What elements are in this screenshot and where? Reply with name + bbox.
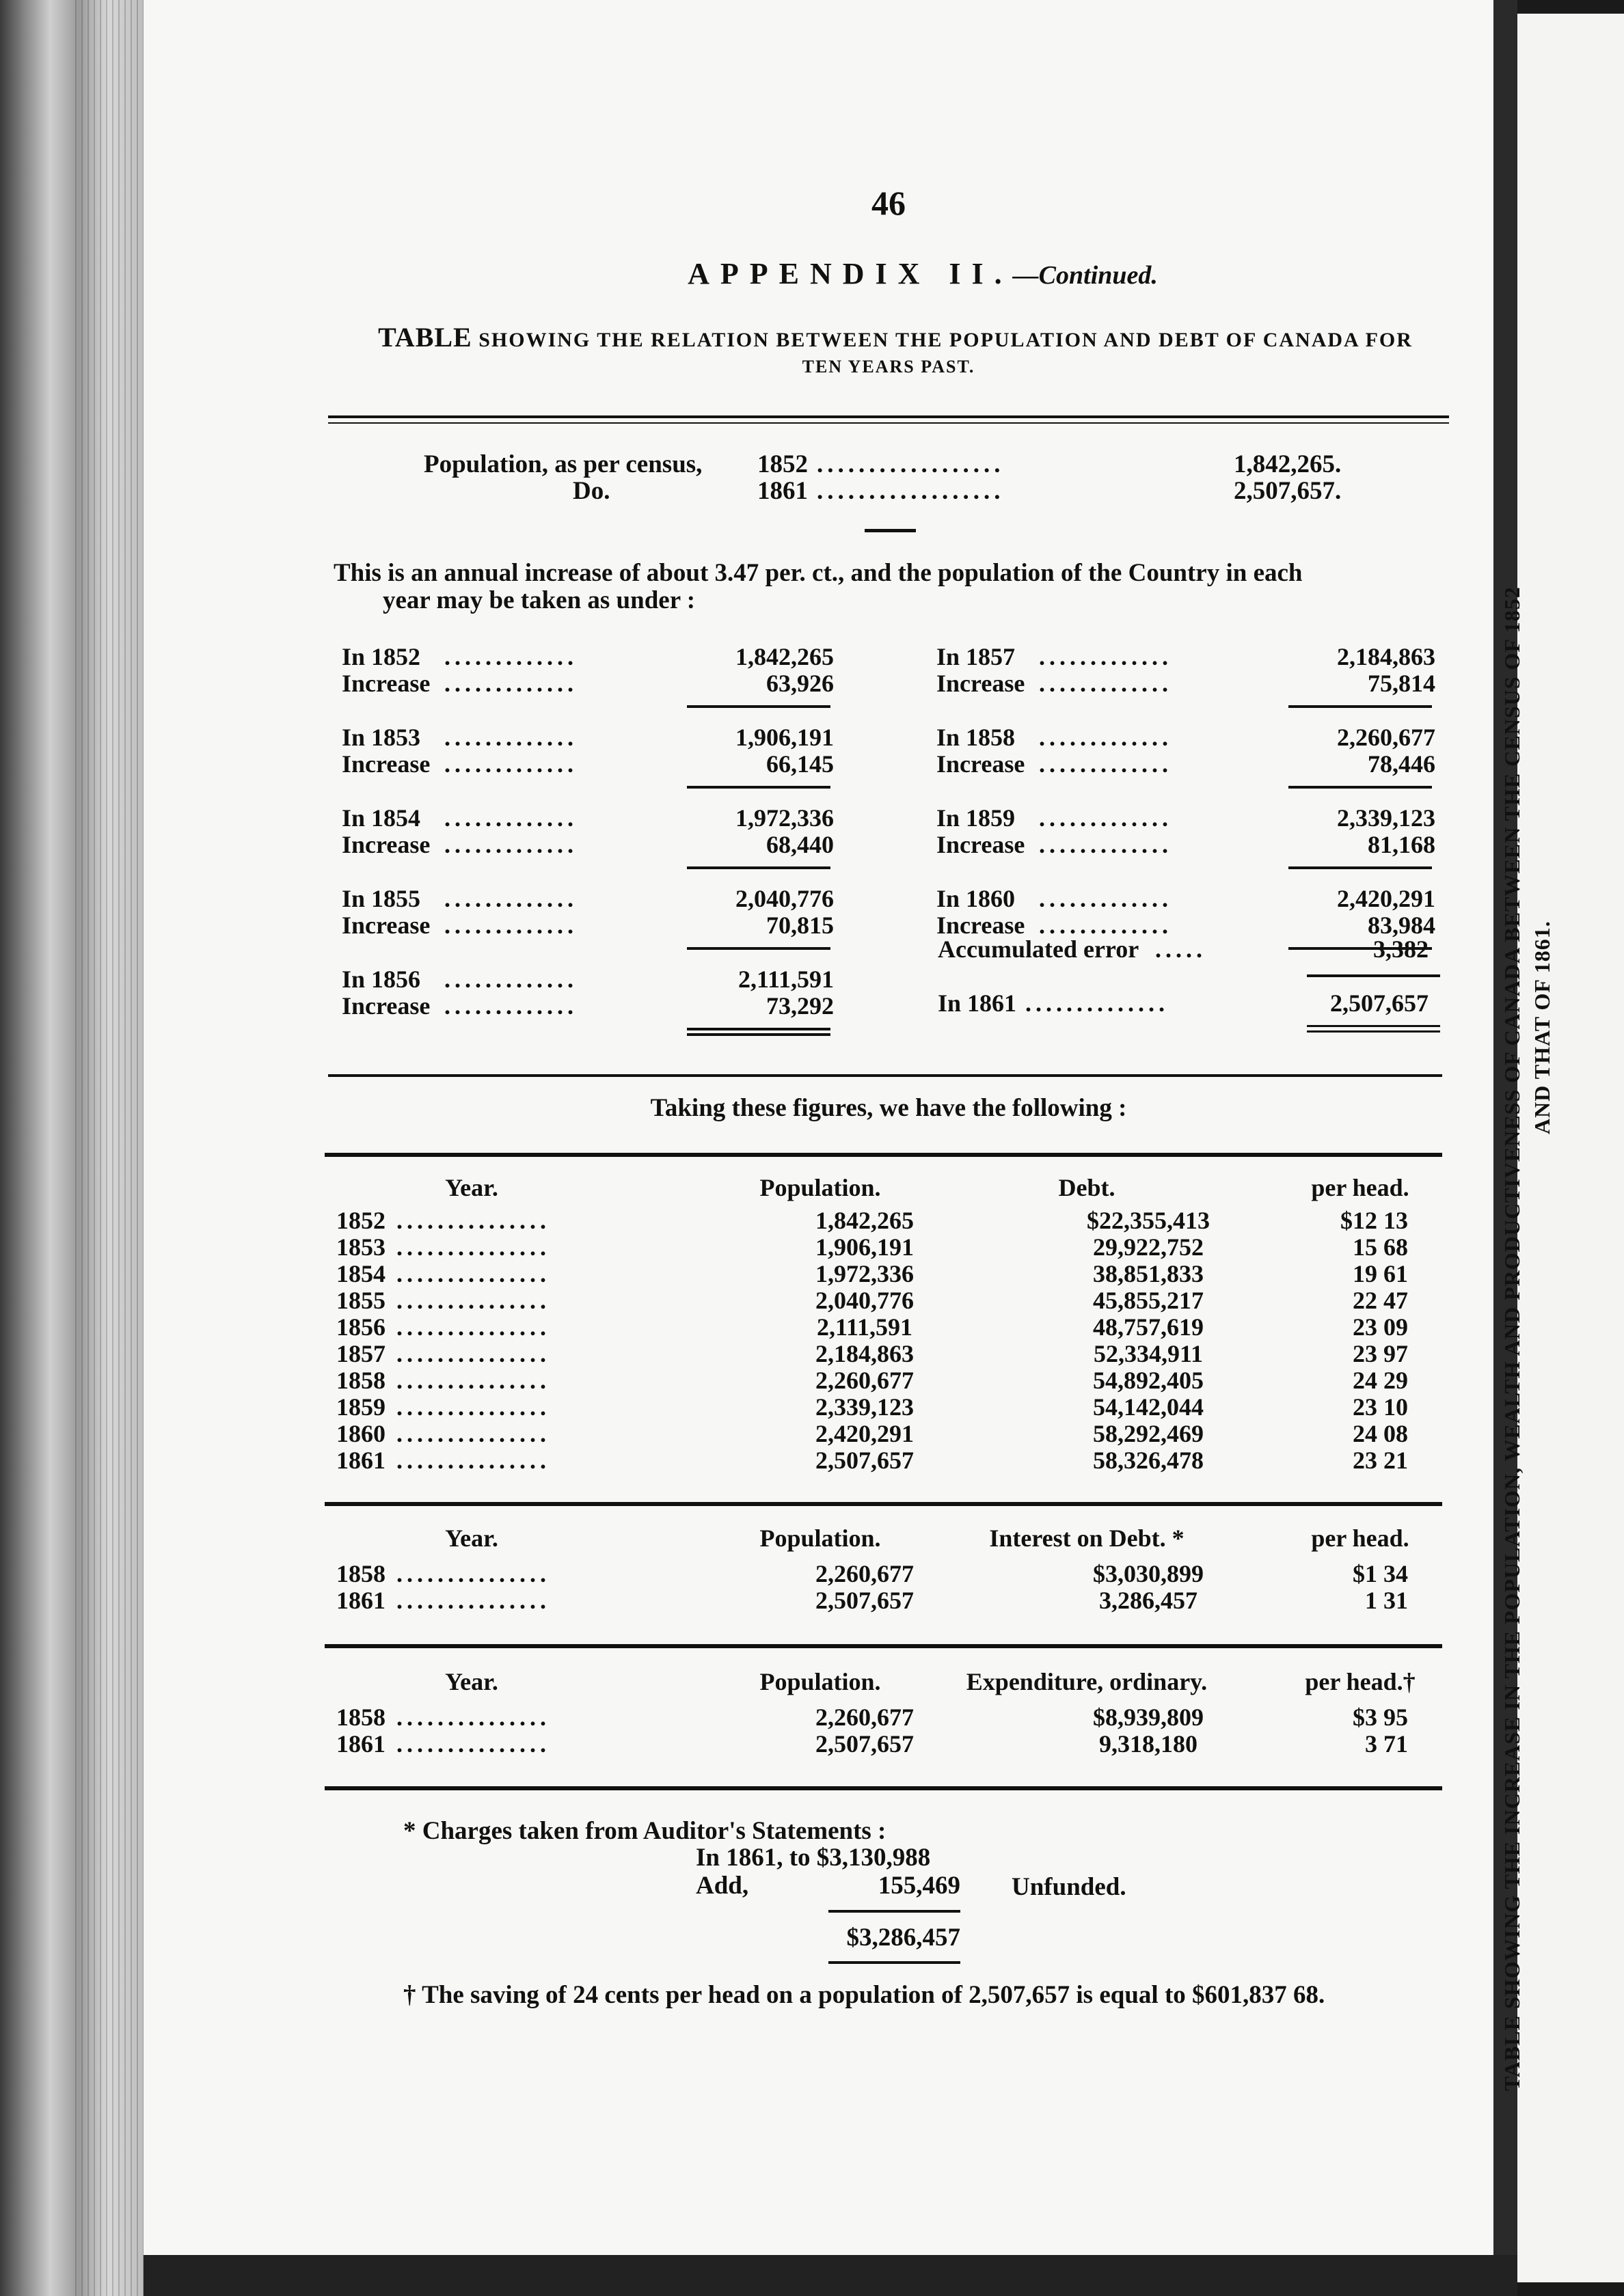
leader: ............. — [1039, 750, 1172, 778]
sum-rule — [687, 705, 830, 708]
amount-cell: 45,855,217 — [1093, 1287, 1204, 1314]
leader: ............... — [396, 1287, 550, 1314]
census-value-1852: 1,842,265. — [1234, 450, 1342, 478]
add-label: Add, — [696, 1872, 749, 1900]
leader: ............. — [444, 804, 578, 832]
year-cell: 1861 — [336, 1587, 385, 1614]
year-value: 1,842,265 — [735, 643, 834, 670]
column-header: Population. — [759, 1174, 881, 1201]
final-1861-value: 2,507,657 — [1330, 989, 1429, 1017]
per-head-cell: 19 61 — [1353, 1260, 1408, 1287]
add-value: 155,469 — [878, 1872, 960, 1900]
leader: ............... — [396, 1420, 550, 1447]
leader: ............. — [444, 992, 578, 1020]
sum-rule — [687, 947, 830, 950]
title-rule — [328, 415, 1449, 418]
amount-cell: 58,326,478 — [1093, 1447, 1204, 1474]
leader: ............. — [1039, 912, 1172, 939]
page-bottom-shadow — [144, 2255, 1517, 2296]
amount-cell: $8,939,809 — [1093, 1704, 1204, 1731]
population-cell: 1,842,265 — [815, 1207, 914, 1234]
amount-cell: 52,334,911 — [1093, 1340, 1203, 1367]
leader: ............. — [1039, 885, 1172, 912]
per-head-cell: 23 21 — [1353, 1447, 1408, 1474]
per-head-cell: 15 68 — [1353, 1233, 1408, 1261]
appendix-title: APPENDIX II. — [688, 257, 1013, 290]
year-cell: 1854 — [336, 1260, 385, 1287]
amount-cell: 54,892,405 — [1093, 1367, 1204, 1394]
leader: ............... — [396, 1730, 550, 1758]
leader: ............... — [396, 1393, 550, 1421]
population-cell: 2,507,657 — [815, 1587, 914, 1614]
leader: ............... — [396, 1260, 550, 1287]
leader: ............... — [396, 1704, 550, 1731]
page-number: 46 — [871, 184, 906, 222]
per-head-cell: 23 10 — [1353, 1393, 1408, 1421]
population-cell: 2,420,291 — [815, 1420, 914, 1447]
sum-rule — [828, 1910, 960, 1913]
increase-value: 73,292 — [766, 992, 834, 1020]
total-rule — [828, 1961, 960, 1964]
table-title-lead: TABLE — [378, 322, 472, 353]
population-cell: 2,111,591 — [816, 1313, 913, 1341]
year-value: 2,339,123 — [1337, 804, 1435, 832]
per-head-cell: 1 31 — [1365, 1587, 1408, 1614]
appendix-continued: —Continued. — [1012, 261, 1158, 290]
census-label-1861: Do. — [573, 477, 610, 505]
leader: ............. — [444, 750, 578, 778]
title-rule-thin — [328, 422, 1449, 424]
increase-label: Increase — [936, 750, 1025, 778]
year-label: In 1859 — [936, 804, 1016, 832]
population-cell: 2,507,657 — [815, 1730, 914, 1758]
increase-label: Increase — [342, 992, 431, 1020]
year-cell: 1860 — [336, 1420, 385, 1447]
sum-rule — [1288, 866, 1432, 869]
per-head-cell: 3 71 — [1365, 1730, 1408, 1758]
taking-line: Taking these figures, we have the following : — [650, 1094, 1127, 1122]
population-cell: 2,260,677 — [815, 1704, 914, 1731]
increase-value: 81,168 — [1368, 831, 1435, 858]
increase-value: 83,984 — [1368, 912, 1435, 939]
leader: ............... — [396, 1447, 550, 1474]
leader: ............. — [444, 643, 578, 670]
leader: ............... — [396, 1560, 550, 1587]
amount-cell: 29,922,752 — [1093, 1233, 1204, 1261]
population-cell: 1,972,336 — [815, 1260, 914, 1287]
increase-value: 66,145 — [766, 750, 834, 778]
year-value: 2,260,677 — [1337, 724, 1435, 751]
census-year-1852: 1852 — [757, 450, 808, 478]
increase-label: Increase — [342, 750, 431, 778]
census-year-1861: 1861 — [757, 477, 808, 505]
column-header: Year. — [445, 1174, 498, 1201]
year-cell: 1861 — [336, 1730, 385, 1758]
sum-rule — [687, 866, 830, 869]
increase-label: Increase — [936, 831, 1025, 858]
leader: ............. — [444, 885, 578, 912]
per-head-cell: 24 08 — [1353, 1420, 1408, 1447]
charges-1861: In 1861, to $3,130,988 — [696, 1844, 931, 1872]
column-header: Population. — [759, 1525, 881, 1552]
per-head-cell: $1 34 — [1353, 1560, 1408, 1587]
census-leader: .................. — [817, 450, 1005, 478]
per-head-cell: 24 29 — [1353, 1367, 1408, 1394]
year-value: 2,111,591 — [737, 966, 834, 993]
leader: ............... — [396, 1233, 550, 1261]
double-rule — [1307, 1030, 1440, 1033]
year-cell: 1858 — [336, 1560, 385, 1587]
population-cell: 2,260,677 — [815, 1367, 914, 1394]
short-rule — [865, 529, 916, 532]
leader: ............. — [444, 831, 578, 858]
leader: ............. — [444, 670, 578, 697]
per-head-cell: 23 09 — [1353, 1313, 1408, 1341]
table-rule — [325, 1502, 1442, 1506]
table-title-line2: TEN YEARS PAST. — [802, 357, 975, 377]
charges-note: * Charges taken from Auditor's Statements : — [403, 1817, 887, 1845]
year-cell: 1853 — [336, 1233, 385, 1261]
amount-cell: 38,851,833 — [1093, 1260, 1204, 1287]
per-head-cell: $3 95 — [1353, 1704, 1408, 1731]
year-value: 2,184,863 — [1337, 643, 1435, 670]
accumulated-value: 3,382 — [1373, 935, 1429, 963]
amount-cell: 3,286,457 — [1099, 1587, 1197, 1614]
census-value-1861: 2,507,657. — [1234, 477, 1342, 505]
table-rule — [325, 1644, 1442, 1648]
column-header: Debt. — [1058, 1174, 1115, 1201]
leader: ............. — [444, 966, 578, 993]
leader: ............. — [1039, 724, 1172, 751]
year-label: In 1857 — [936, 643, 1016, 670]
per-head-cell: 23 97 — [1353, 1340, 1408, 1367]
side-title — [1497, 41, 1557, 2091]
leader: ............... — [396, 1587, 550, 1614]
population-cell: 1,906,191 — [815, 1233, 914, 1261]
increase-value: 75,814 — [1368, 670, 1435, 697]
final-1861-label: In 1861 — [938, 989, 1017, 1017]
sum-rule — [687, 1028, 830, 1030]
year-label: In 1854 — [342, 804, 421, 832]
per-head-cell: 22 47 — [1353, 1287, 1408, 1314]
year-cell: 1858 — [336, 1704, 385, 1731]
leader: ............. — [1039, 804, 1172, 832]
year-cell: 1855 — [336, 1287, 385, 1314]
year-cell: 1856 — [336, 1313, 385, 1341]
book-gutter — [0, 0, 144, 2296]
amount-cell: $22,355,413 — [1087, 1207, 1210, 1234]
total-value: $3,286,457 — [846, 1924, 960, 1952]
column-header: Year. — [445, 1668, 498, 1695]
column-header: Interest on Debt. * — [989, 1525, 1185, 1552]
increase-label: Increase — [342, 912, 431, 939]
year-cell: 1858 — [336, 1367, 385, 1394]
population-cell: 2,339,123 — [815, 1393, 914, 1421]
table-top-rule — [325, 1153, 1442, 1157]
leader: ............. — [1039, 831, 1172, 858]
year-cell: 1859 — [336, 1393, 385, 1421]
increase-value: 68,440 — [766, 831, 834, 858]
amount-cell: $3,030,899 — [1093, 1560, 1204, 1587]
population-cell: 2,260,677 — [815, 1560, 914, 1587]
increase-value: 78,446 — [1368, 750, 1435, 778]
year-label: In 1858 — [936, 724, 1016, 751]
column-header: per head. — [1311, 1174, 1409, 1201]
section-rule — [328, 1074, 1442, 1077]
increase-label: Increase — [342, 831, 431, 858]
year-label: In 1856 — [342, 966, 421, 993]
amount-cell: 48,757,619 — [1093, 1313, 1204, 1341]
leader: ............. — [444, 912, 578, 939]
year-value: 1,906,191 — [735, 724, 834, 751]
leader: ............... — [396, 1313, 550, 1341]
side-title-line1: TABLE SHOWING THE INCREASE IN THE POPULATION, WEALTH AND PRODUCTIVENESS OF CANADA BETWEEN THE CENSUS OF 1852 — [1500, 586, 1524, 2091]
leader: ............... — [396, 1340, 550, 1367]
leader: ............. — [1039, 643, 1172, 670]
year-label: In 1855 — [342, 885, 421, 912]
year-value: 2,040,776 — [735, 885, 834, 912]
side-title-line2: AND THAT OF 1861. — [1530, 920, 1554, 1134]
final-leader: .............. — [1025, 989, 1169, 1017]
sum-rule — [1307, 974, 1440, 977]
accumulated-label: Accumulated error — [938, 935, 1139, 963]
census-label-1852: Population, as per census, — [424, 450, 703, 478]
table-title-rest: SHOWING THE RELATION BETWEEN THE POPULATION AND DEBT OF CANADA FOR — [478, 329, 1413, 351]
leader: ............... — [396, 1367, 550, 1394]
table-title — [321, 321, 1470, 353]
increase-label: Increase — [342, 670, 431, 697]
census-leader: .................. — [817, 477, 1005, 505]
intro-line2: year may be taken as under : — [383, 586, 696, 614]
column-header: Year. — [445, 1525, 498, 1552]
appendix-heading — [478, 256, 1367, 291]
page-stack-edges — [75, 0, 144, 2296]
increase-label: Increase — [936, 670, 1025, 697]
double-rule — [687, 1033, 830, 1036]
year-cell: 1857 — [336, 1340, 385, 1367]
year-label: In 1853 — [342, 724, 421, 751]
amount-cell: 54,142,044 — [1093, 1393, 1204, 1421]
population-cell: 2,184,863 — [815, 1340, 914, 1367]
leader: ............... — [396, 1207, 550, 1234]
year-value: 1,972,336 — [735, 804, 834, 832]
column-header: Expenditure, ordinary. — [966, 1668, 1208, 1695]
amount-cell: 9,318,180 — [1099, 1730, 1197, 1758]
amount-cell: 58,292,469 — [1093, 1420, 1204, 1447]
population-cell: 2,507,657 — [815, 1447, 914, 1474]
sum-rule — [1288, 786, 1432, 789]
unfunded-label: Unfunded. — [1012, 1873, 1126, 1901]
leader: ............. — [444, 724, 578, 751]
leader: ............. — [1039, 670, 1172, 697]
double-rule — [1307, 1025, 1440, 1027]
year-cell: 1852 — [336, 1207, 385, 1234]
year-label: In 1852 — [342, 643, 421, 670]
increase-label: Increase — [936, 912, 1025, 939]
year-label: In 1860 — [936, 885, 1016, 912]
column-header: per head. — [1311, 1525, 1409, 1552]
year-cell: 1861 — [336, 1447, 385, 1474]
accumulated-leader: ..... — [1155, 935, 1206, 963]
column-header: per head.† — [1305, 1668, 1416, 1695]
sum-rule — [687, 786, 830, 789]
increase-value: 63,926 — [766, 670, 834, 697]
column-header: Population. — [759, 1668, 881, 1695]
population-cell: 2,040,776 — [815, 1287, 914, 1314]
increase-value: 70,815 — [766, 912, 834, 939]
sum-rule — [1288, 705, 1432, 708]
table-bottom-rule — [325, 1786, 1442, 1790]
saving-note: † The saving of 24 cents per head on a population of 2,507,657 is equal to $601,837 68. — [403, 1981, 1325, 2009]
per-head-cell: $12 13 — [1340, 1207, 1408, 1234]
intro-line1: This is an annual increase of about 3.47 per. ct., and the population of the Country in each — [334, 559, 1303, 587]
year-value: 2,420,291 — [1337, 885, 1435, 912]
